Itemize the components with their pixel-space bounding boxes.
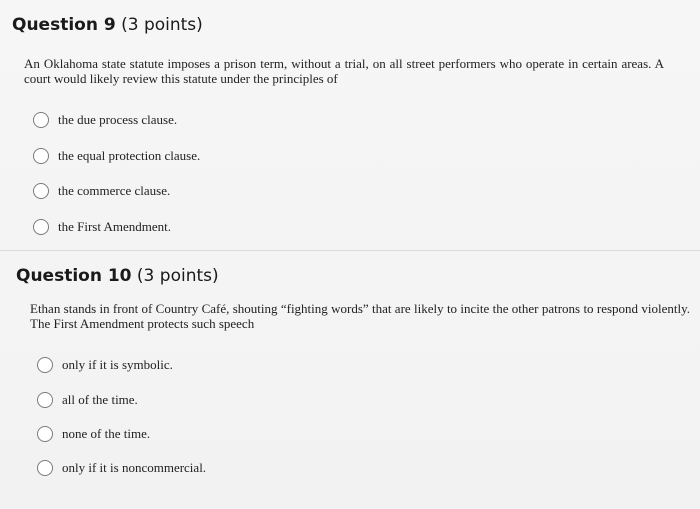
radio-button[interactable] <box>33 219 49 235</box>
question-10-option-4[interactable] <box>37 457 206 479</box>
question-points: (3 points) <box>121 15 203 35</box>
question-9-option-4[interactable] <box>33 216 171 238</box>
option-label: the commerce clause. <box>58 183 171 198</box>
question-10-prompt: Ethan stands in front of Country Café, shouting “fighting words” that are likely to incite the other patrons to respond violently. The First Amendment protects such speech <box>30 301 690 331</box>
radio-button[interactable] <box>37 426 53 442</box>
question-divider <box>0 250 700 251</box>
option-label: the First Amendment. <box>58 219 172 234</box>
radio-button[interactable] <box>37 357 53 373</box>
option-label: none of the time. <box>62 426 151 441</box>
question-number: Question 10 <box>16 266 132 286</box>
radio-button[interactable] <box>37 392 53 408</box>
question-9-heading <box>12 15 203 35</box>
radio-button[interactable] <box>33 183 49 199</box>
question-10-heading <box>16 266 219 286</box>
radio-button[interactable] <box>33 148 49 164</box>
option-label: the due process clause. <box>58 112 178 127</box>
option-label: all of the time. <box>62 392 138 407</box>
option-label: only if it is noncommercial. <box>62 460 207 475</box>
question-9-option-2[interactable] <box>33 145 200 167</box>
question-10-option-1[interactable] <box>37 354 173 376</box>
question-9-option-1[interactable] <box>33 109 177 131</box>
question-9-prompt: An Oklahoma state statute imposes a prison term, without a trial, on all street performers who operate in certain areas. A court would likely review this statute under the principles of <box>24 56 664 86</box>
option-label: only if it is symbolic. <box>62 357 173 372</box>
radio-button[interactable] <box>37 460 53 476</box>
option-label: the equal protection clause. <box>58 148 201 163</box>
question-number: Question 9 <box>12 15 116 35</box>
radio-button[interactable] <box>33 112 49 128</box>
question-points: (3 points) <box>136 266 219 286</box>
question-10-option-2[interactable] <box>37 389 138 411</box>
question-9-option-3[interactable] <box>33 180 170 202</box>
question-10-option-3[interactable] <box>37 423 150 445</box>
